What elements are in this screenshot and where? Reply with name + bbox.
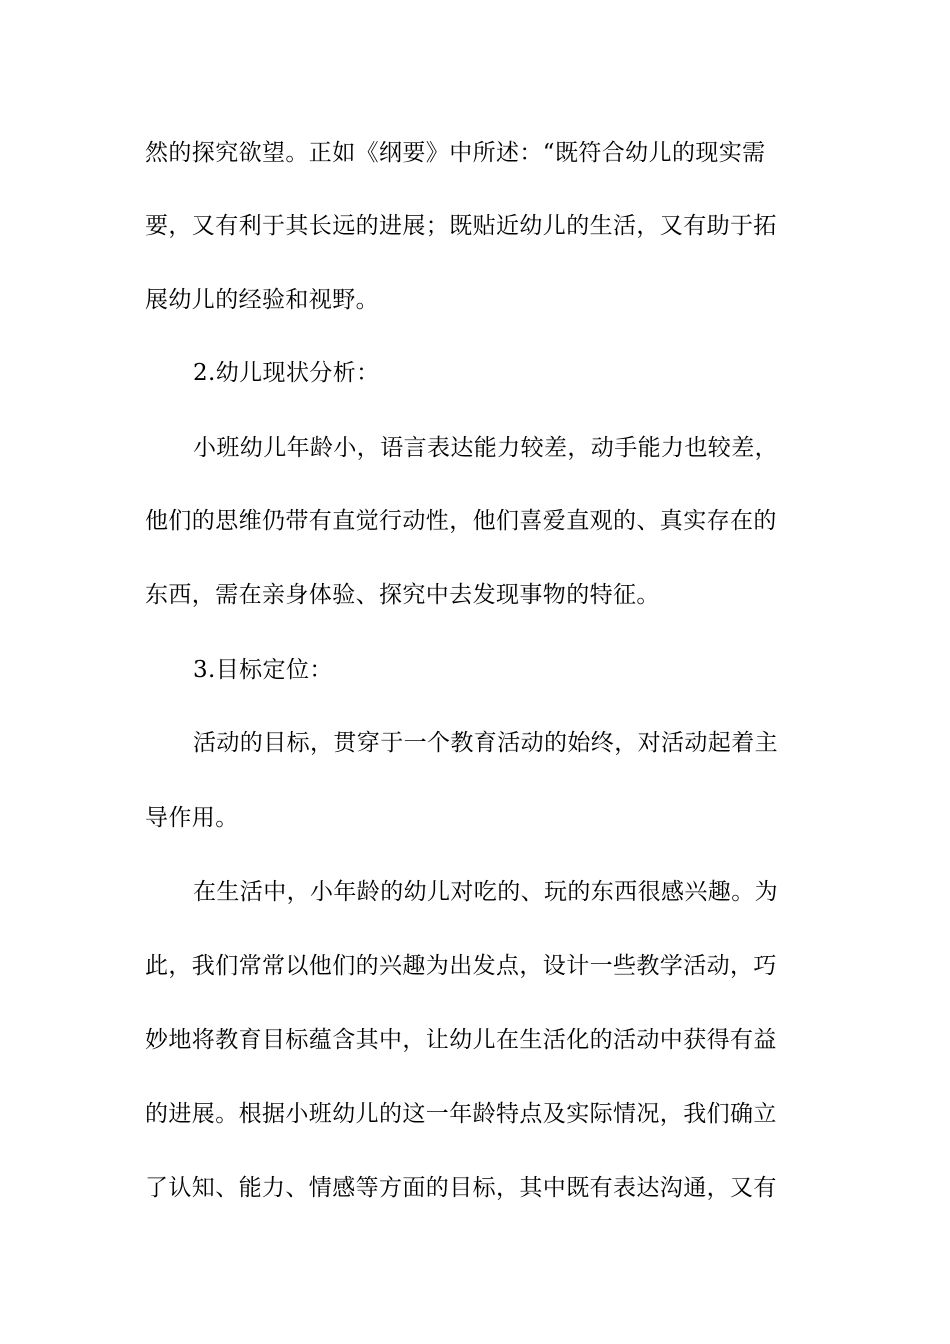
text-line: 小班幼儿年龄小，语言表达能力较差，动手能力也较差， [193, 435, 778, 461]
text-line: 此，我们常常以他们的兴趣为出发点，设计一些教学活动，巧 [145, 953, 777, 979]
text-line: 东西，需在亲身体验、探究中去发现事物的特征。 [145, 582, 660, 608]
text-line: 的进展。根据小班幼儿的这一年龄特点及实际情况，我们确立 [145, 1101, 777, 1127]
text-line: 导作用。 [145, 805, 239, 831]
text-line: 了认知、能力、情感等方面的目标，其中既有表达沟通，又有 [145, 1175, 777, 1201]
text-line: 要，又有利于其长远的进展；既贴近幼儿的生活，又有助于拓 [145, 213, 777, 239]
text-line: 在生活中，小年龄的幼儿对吃的、玩的东西很感兴趣。为 [193, 879, 778, 905]
text-line: 活动的目标，贯穿于一个教育活动的始终，对活动起着主 [193, 730, 778, 756]
section-heading: 2.幼儿现状分析： [193, 360, 380, 386]
section-heading: 3.目标定位： [193, 657, 333, 683]
text-line: 妙地将教育目标蕴含其中，让幼儿在生活化的活动中获得有益 [145, 1027, 777, 1053]
text-line: 展幼儿的经验和视野。 [145, 287, 379, 313]
text-line: 然的探究欲望。正如《纲要》中所述：“既符合幼儿的现实需 [145, 140, 766, 166]
text-line: 他们的思维仍带有直觉行动性，他们喜爱直观的、真实存在的 [145, 508, 777, 534]
